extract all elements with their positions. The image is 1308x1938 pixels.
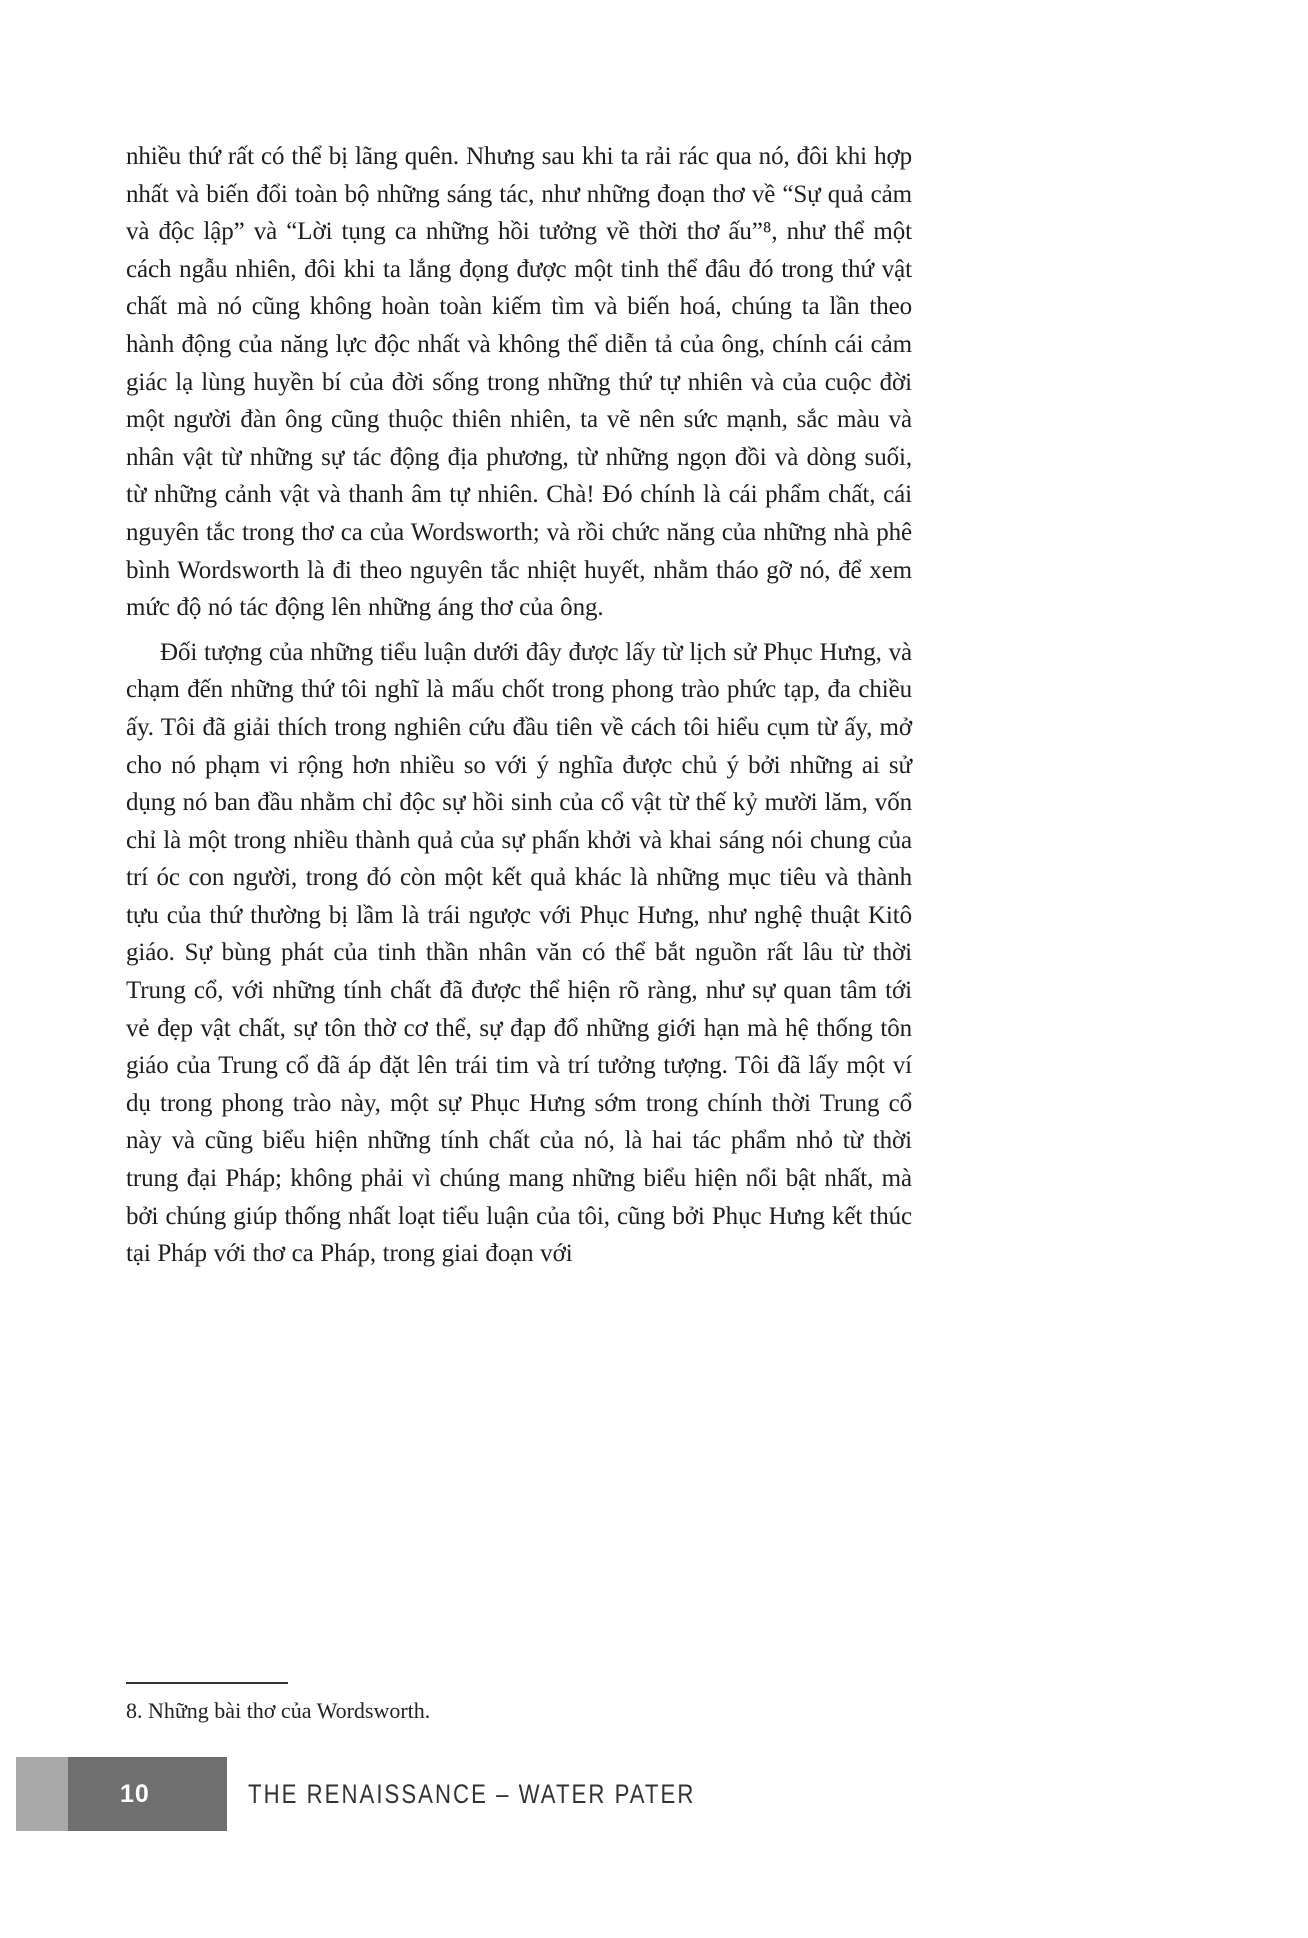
paragraph: nhiều thứ rất có thể bị lãng quên. Nhưng sau khi ta rải rác qua nó, đôi khi hợp nhất và biến đổi toàn bộ những sáng tác, như những đoạn thơ về “Sự quả cảm và độc lập” và “Lời tụng ca những hồi tưởng về thời thơ ấu”⁸, như thể một cách ngẫu nhiên, đôi khi ta lắng đọng được một tinh thể đâu đó trong thứ vật chất mà nó cũng không hoàn toàn kiếm tìm và biến hoá, chúng ta lần theo hành động của năng lực độc nhất và không thể diễn tả của ông, chính cái cảm giác lạ lùng huyền bí của đời sống trong những thứ tự nhiên và của cuộc đời một người đàn ông cũng thuộc thiên nhiên, ta vẽ nên sức mạnh, sắc màu và nhân vật từ những sự tác động địa phương, từ những ngọn đồi và dòng suối, từ những cảnh vật và thanh âm tự nhiên. Chà! Đó chính là cái phẩm chất, cái nguyên tắc trong thơ ca của Wordsworth; và rồi chức năng của những nhà phê bình Wordsworth là đi theo nguyên tắc nhiệt huyết, nhằm tháo gỡ nó, để xem mức độ nó tác động lên những áng thơ của ông. — [126, 143, 912, 622]
footnote-divider — [126, 1682, 288, 1684]
paragraph: Đối tượng của những tiểu luận dưới đây được lấy từ lịch sử Phục Hưng, và chạm đến những thứ tôi nghĩ là mấu chốt trong phong trào phức tạp, đa chiều ấy. Tôi đã giải thích trong nghiên cứu đầu tiên về cách tôi hiểu cụm từ ấy, mở cho nó phạm vi rộng hơn nhiều so với ý nghĩa được chủ ý bởi những ai sử dụng nó ban đầu nhằm chỉ độc sự hồi sinh của cổ vật từ thế kỷ mười lăm, vốn chỉ là một trong nhiều thành quả của sự phấn khởi và khai sáng nói chung của trí óc con người, trong đó còn một kết quả khác là những mục tiêu và thành tựu của thứ thường bị lầm là trái ngược với Phục Hưng, như nghệ thuật Kitô giáo. Sự bùng phát của tinh thần nhân văn có thể bắt nguồn rất lâu từ thời Trung cổ, với những tính chất đã được thể hiện rõ ràng, như sự quan tâm tới vẻ đẹp vật chất, sự tôn thờ cơ thể, sự đạp đổ những giới hạn mà hệ thống tôn giáo của Trung cổ đã áp đặt lên trái tim và trí tưởng tượng. Tôi đã lấy một ví dụ trong phong trào này, một sự Phục Hưng sớm trong chính thời Trung cổ này và cũng biểu hiện những tính chất của nó, là hai tác phẩm nhỏ từ thời trung đại Pháp; không phải vì chúng mang những biểu hiện nổi bật nhất, mà bởi chúng giúp thống nhất loạt tiểu luận của tôi, cũng bởi Phục Hưng kết thúc tại Pháp với thơ ca Pháp, trong giai đoạn với — [126, 638, 912, 1268]
page-number-tab — [68, 1757, 227, 1831]
footer-decoration-square — [16, 1757, 68, 1831]
page-number: 10 — [120, 1780, 150, 1808]
footnote: 8. Những bài thơ của Wordsworth. — [126, 1698, 431, 1723]
running-title: THE RENAISSANCE – WATER PATER — [248, 1778, 696, 1809]
body-text — [126, 138, 912, 1273]
